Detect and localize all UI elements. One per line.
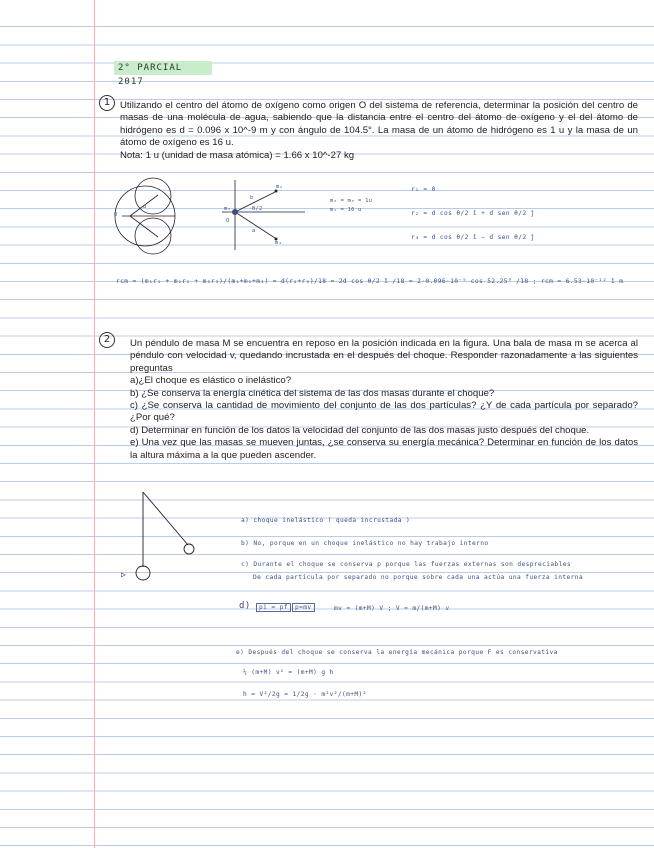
question-2-item-d: d) Determinar en función de los datos la velocidad del conjunto de las dos masas justo después del choque. bbox=[130, 424, 590, 436]
answer-d-label: d) bbox=[239, 601, 251, 611]
fig-label-m3: m₃ bbox=[275, 240, 283, 246]
fig-label-m1: m₁ bbox=[224, 206, 232, 212]
answer-e-energy: ½ (m+M) v² = (m+M) g h bbox=[243, 669, 334, 676]
question-1-note: Nota: 1 u (unidad de masa atómica) = 1.66 x 10^-27 kg bbox=[120, 149, 355, 161]
answer-e: e) Después del choque se conserva la energía mecánica porque F es conservativa bbox=[236, 649, 558, 656]
answer-c-line1: c) Durante el choque se conserva p porque las fuerzas externas son despreciables bbox=[241, 561, 572, 568]
fig-label-d: d bbox=[143, 204, 147, 210]
fig-label-o-left: O bbox=[114, 212, 118, 218]
fig-label-m2: m₂ bbox=[276, 184, 284, 190]
question-2-number: 2 bbox=[99, 332, 115, 348]
answer-b: b) No, porque en un choque inelástico no hay trabajo interno bbox=[241, 540, 489, 547]
answer-a: a) choque inelástico ( queda incrustada ) bbox=[241, 517, 411, 524]
question-2-statement: Un péndulo de masa M se encuentra en reposo en la posición indicada en la figura. Una bala de masa m se acerca al péndulo con velocidad v, quedando incrustada en el después del choque. Responder razonadamente a las siguientes preguntas bbox=[130, 338, 638, 374]
question-2-item-c: c) ¿Se conserva la cantidad de movimiento del conjunto de las dos partículas? ¿Y de cada partícula por separado? ¿Por qué? bbox=[130, 400, 638, 424]
answer-d-box2: p=mv bbox=[292, 603, 315, 612]
vector-r1: r₁ = 0 bbox=[411, 186, 436, 193]
bullet-marker: ▷ bbox=[121, 570, 127, 579]
question-1-statement: Utilizando el centro del átomo de oxígeno como origen O del sistema de referencia, determinar la posición del centro de masas de una molécula de agua, sabiendo que la distancia entre el centro del átomo de oxígeno y el del átomo de hidrógeno es d = 0.096 x 10^-9 m y con ángulo de 104.5°. La masa de un átomo de hidrógeno es 1 u y la masa de un átomo de oxígeno es 16 u. bbox=[120, 100, 638, 149]
question-1-number: 1 bbox=[99, 95, 115, 111]
fig-label-b: b bbox=[250, 195, 254, 201]
fig-masses-1: m₂ = m₃ = 1u bbox=[330, 198, 373, 204]
question-2-item-e: e) Una vez que las masas se mueven juntas, ¿se conserva su energía mecánica? Determinar en función de los datos la altura máxima a la que pueden ascender. bbox=[130, 437, 638, 461]
answer-c-line2: De cada partícula por separado no porque sobre cada una actúa una fuerza interna bbox=[253, 574, 584, 581]
center-of-mass-formula: rcm = (m₁r₁ + m₂r₂ + m₃r₃)/(m₁+m₂+m₃) = d(r₂+r₃)/18 = 2d cos θ/2 î /18 = 2·0.096·10⁻⁹ cos 52.25° /18 ; rcm = 6.53·10⁻¹² î m bbox=[116, 278, 624, 285]
answer-e-height: h = V²/2g = 1/2g · m²v²/(m+M)² bbox=[243, 691, 367, 698]
fig-label-angle: θ/2 bbox=[252, 206, 263, 212]
answer-d-box1: pi = pf bbox=[256, 603, 291, 612]
fig-label-o: O bbox=[226, 218, 230, 224]
answer-d-equation: mv = (m+M) V ; V = m/(m+M) v bbox=[334, 605, 450, 612]
vector-r3: r₃ = d cos θ/2 î − d sen θ/2 ĵ bbox=[411, 234, 535, 241]
vector-r2: r₂ = d cos θ/2 î + d sen θ/2 ĵ bbox=[411, 210, 535, 217]
exam-header-tag: 2° PARCIAL 2017 bbox=[114, 61, 212, 75]
fig-masses-2: m₁ = 16 u bbox=[330, 207, 362, 213]
question-2-item-b: b) ¿Se conserva la energía cinética del sistema de las dos masas durante el choque? bbox=[130, 387, 495, 399]
fig-label-a: a bbox=[252, 228, 256, 234]
question-2-item-a: a)¿El choque es elástico o inelástico? bbox=[130, 375, 292, 387]
